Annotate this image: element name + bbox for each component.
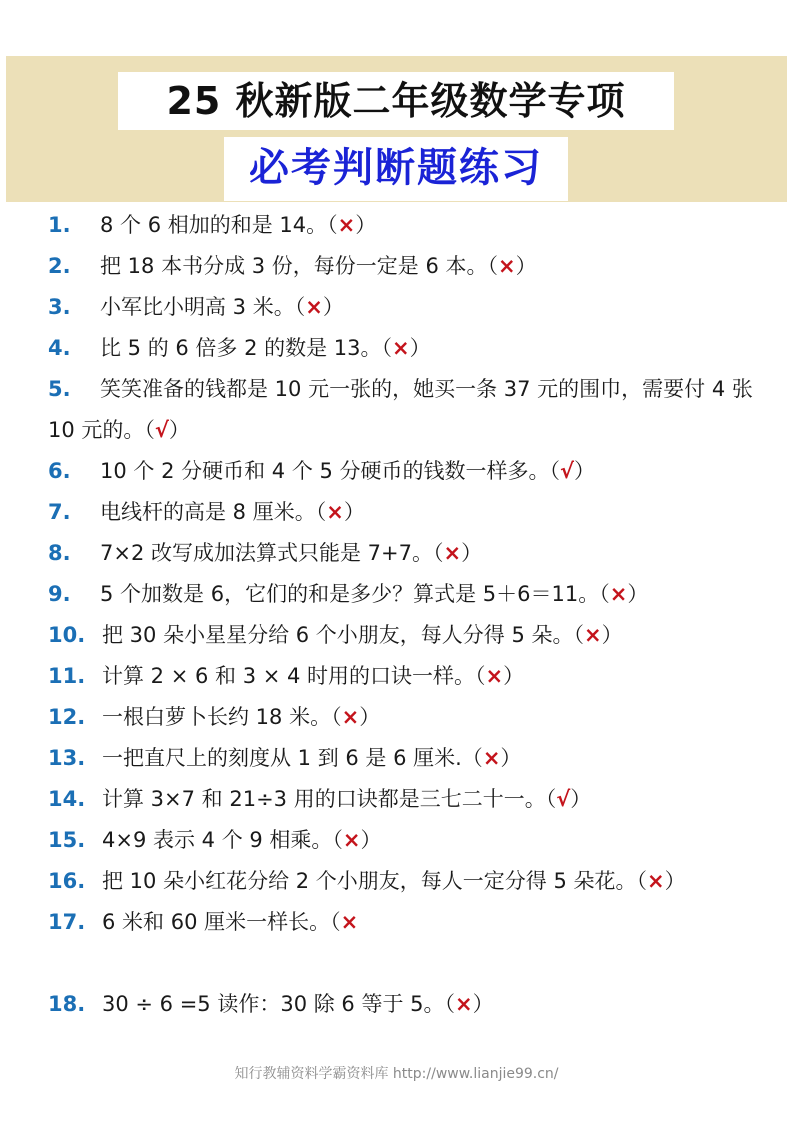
- question-number: 16.: [48, 869, 86, 893]
- question-close: ）: [409, 336, 431, 360]
- question-item: [48, 533, 758, 574]
- question-text: 6 米和 60 厘米一样长。（: [102, 910, 341, 934]
- answer-mark: ×: [609, 582, 628, 606]
- blank-line: [48, 943, 758, 984]
- question-text: 电线杆的高是 8 厘米。（: [100, 500, 327, 524]
- question-item: [48, 861, 758, 902]
- question-text: 一把直尺上的刻度从 1 到 6 是 6 厘米.（: [102, 746, 483, 770]
- question-number: 14.: [48, 787, 86, 811]
- question-close: ）: [515, 254, 537, 278]
- question-number: 5.: [48, 377, 71, 401]
- question-close: ）: [570, 787, 592, 811]
- question-item: [48, 656, 758, 697]
- answer-mark: ×: [340, 910, 359, 934]
- question-item: [48, 205, 758, 246]
- question-number: 6.: [48, 459, 71, 483]
- question-close: ）: [359, 705, 381, 729]
- question-close: ）: [343, 500, 365, 524]
- question-close: ）: [360, 828, 382, 852]
- question-number: 10.: [48, 623, 86, 647]
- answer-mark: ×: [482, 746, 501, 770]
- question-close: ）: [168, 418, 190, 442]
- question-number: 2.: [48, 254, 71, 278]
- question-item: [48, 492, 758, 533]
- answer-mark: ×: [485, 664, 504, 688]
- question-text: 计算 2 × 6 和 3 × 4 时用的口诀一样。（: [102, 664, 486, 688]
- question-number: 12.: [48, 705, 86, 729]
- question-close: ）: [500, 746, 522, 770]
- question-item: [48, 574, 758, 615]
- question-text: 7×2 改写成加法算式只能是 7+7。（: [100, 541, 444, 565]
- page-title: 25 秋新版二年级数学专项: [118, 72, 674, 130]
- question-item: [48, 820, 758, 861]
- question-text: 4×9 表示 4 个 9 相乘。（: [102, 828, 343, 852]
- question-number: 15.: [48, 828, 86, 852]
- answer-mark: ×: [498, 254, 516, 278]
- question-number: 8.: [48, 541, 71, 565]
- question-close: ）: [627, 582, 649, 606]
- question-item: [48, 615, 758, 656]
- answer-mark: ×: [454, 992, 473, 1016]
- question-close: ）: [461, 541, 483, 565]
- question-item: [48, 984, 758, 1025]
- question-close: ）: [472, 992, 494, 1016]
- question-item: [48, 246, 758, 287]
- question-item: [48, 328, 758, 369]
- question-close: ）: [601, 623, 623, 647]
- question-text: 把 30 朵小星星分给 6 个小朋友，每人分得 5 朵。（: [102, 623, 584, 647]
- question-item: [48, 738, 758, 779]
- question-text: 5 个加数是 6，它们的和是多少？算式是 5＋6＝11。（: [100, 582, 610, 606]
- question-item: [48, 779, 758, 820]
- question-item: [48, 697, 758, 738]
- question-text: 小军比小明高 3 米。（: [100, 295, 306, 319]
- answer-mark: ×: [647, 869, 665, 893]
- answer-mark: √: [154, 418, 169, 442]
- question-number: 17.: [48, 910, 86, 934]
- question-number: 7.: [48, 500, 71, 524]
- question-close: ）: [574, 459, 596, 483]
- question-text: 30 ÷ 6 =5 读作：30 除 6 等于 5。（: [102, 992, 455, 1016]
- question-text: 把 10 朵小红花分给 2 个小朋友，每人一定分得 5 朵花。（: [102, 869, 647, 893]
- question-number: 1.: [48, 213, 71, 237]
- question-close: ）: [664, 869, 686, 893]
- question-text: 一根白萝卜长约 18 米。（: [102, 705, 342, 729]
- footer-watermark: 知行教辅资料学霸资料库 http://www.lianjie99.cn/: [234, 1066, 559, 1082]
- question-text: 把 18 本书分成 3 份，每份一定是 6 本。（: [100, 254, 498, 278]
- question-number: 3.: [48, 295, 71, 319]
- question-close: ）: [322, 295, 344, 319]
- question-item: [48, 287, 758, 328]
- question-item: [48, 369, 758, 451]
- question-close: ）: [503, 664, 525, 688]
- answer-mark: ×: [443, 541, 462, 565]
- answer-mark: √: [556, 787, 571, 811]
- question-number: 18.: [48, 992, 86, 1016]
- answer-mark: ×: [337, 213, 356, 237]
- answer-mark: ×: [584, 623, 602, 647]
- question-item: [48, 451, 758, 492]
- answer-mark: ×: [392, 336, 410, 360]
- question-text: 比 5 的 6 倍多 2 的数是 13。（: [100, 336, 393, 360]
- question-text: 10 个 2 分硬币和 4 个 5 分硬币的钱数一样多。（: [100, 459, 561, 483]
- answer-mark: ×: [341, 705, 360, 729]
- question-text: 8 个 6 相加的和是 14。（: [100, 213, 338, 237]
- question-number: 13.: [48, 746, 86, 770]
- question-text: 计算 3×7 和 21÷3 用的口诀都是三七二十一。（: [102, 787, 557, 811]
- question-number: 11.: [48, 664, 86, 688]
- answer-mark: √: [560, 459, 575, 483]
- question-number: 9.: [48, 582, 71, 606]
- question-list: [48, 205, 758, 1025]
- answer-mark: ×: [342, 828, 361, 852]
- page-subtitle: 必考判断题练习: [224, 137, 568, 201]
- question-close: ）: [355, 213, 377, 237]
- question-item: [48, 902, 758, 943]
- question-text: 笑笑准备的钱都是 10 元一张的，她买一条 37 元的围巾，需要付 4 张 10 元的。（: [48, 377, 753, 442]
- answer-mark: ×: [305, 295, 323, 319]
- question-number: 4.: [48, 336, 71, 360]
- answer-mark: ×: [326, 500, 344, 524]
